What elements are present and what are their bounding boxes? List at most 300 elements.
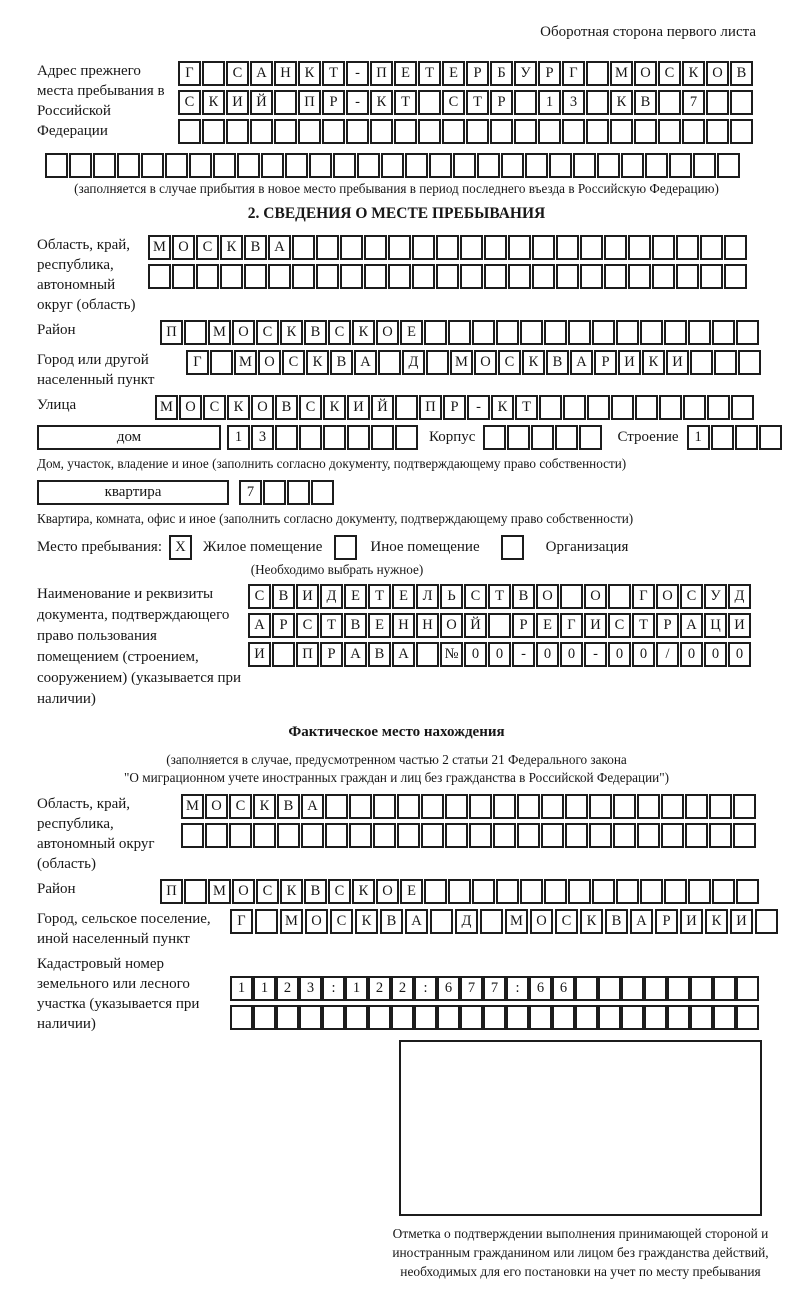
char-cell xyxy=(263,480,286,505)
char-cells-row xyxy=(148,235,748,260)
char-cell: 3 xyxy=(251,425,274,450)
char-cell xyxy=(213,153,236,178)
char-cell: В xyxy=(244,235,267,260)
char-cell xyxy=(621,1005,644,1030)
char-cell xyxy=(592,879,615,904)
char-cell xyxy=(608,584,631,609)
char-cell: / xyxy=(656,642,679,667)
char-cell xyxy=(755,909,778,934)
ulitsa-label: Улица xyxy=(37,397,77,413)
char-cell: И xyxy=(584,613,607,638)
char-cell: С xyxy=(608,613,631,638)
char-cell: А xyxy=(354,350,377,375)
char-cell xyxy=(453,153,476,178)
char-cell: Г xyxy=(230,909,253,934)
gorod-label: Город или другой населенный пункт xyxy=(37,352,155,388)
char-cell: Т xyxy=(418,61,441,86)
char-cell xyxy=(381,153,404,178)
char-cell xyxy=(532,264,555,289)
char-cell: 1 xyxy=(687,425,710,450)
char-cells-row xyxy=(248,613,752,638)
char-cell: Г xyxy=(562,61,585,86)
char-cell: С xyxy=(196,235,219,260)
char-cell: О xyxy=(305,909,328,934)
char-cell xyxy=(683,395,706,420)
char-cell: Й xyxy=(250,90,273,115)
char-cell xyxy=(580,235,603,260)
char-cell xyxy=(93,153,116,178)
char-cell xyxy=(274,119,297,144)
char-cell xyxy=(426,350,449,375)
char-cell xyxy=(184,320,207,345)
char-cells-row xyxy=(186,350,762,375)
char-cell xyxy=(531,425,554,450)
char-cell: 1 xyxy=(345,976,368,1001)
section2-title: 2. СВЕДЕНИЯ О МЕСТЕ ПРЕБЫВАНИЯ xyxy=(247,205,546,222)
char-cell xyxy=(759,425,782,450)
char-cell: Н xyxy=(392,613,415,638)
char-cell xyxy=(667,1005,690,1030)
char-cell: Т xyxy=(368,584,391,609)
char-cell xyxy=(325,794,348,819)
char-cell: К xyxy=(682,61,705,86)
char-cell xyxy=(323,425,346,450)
kvartira-row xyxy=(37,480,756,505)
char-cell: И xyxy=(347,395,370,420)
char-cell: № xyxy=(440,642,463,667)
char-cell xyxy=(421,823,444,848)
factual-oblast-cells xyxy=(181,794,757,852)
char-cell: Р xyxy=(538,61,561,86)
char-cell: С xyxy=(555,909,578,934)
char-cell xyxy=(706,119,729,144)
char-cell xyxy=(483,1005,506,1030)
char-cell xyxy=(568,879,591,904)
dom-row xyxy=(37,425,756,450)
char-cell: П xyxy=(160,879,183,904)
char-cell xyxy=(736,320,759,345)
char-cell: Р xyxy=(466,61,489,86)
char-cell: К xyxy=(227,395,250,420)
prev-address-overflow-cells-row xyxy=(45,153,756,178)
char-cell xyxy=(685,823,708,848)
dom-cells-row xyxy=(227,425,419,450)
factual-note-line1: (заполняется в случае, предусмотренном частью 2 статьи 21 Федерального закона xyxy=(166,752,627,767)
char-cell: М xyxy=(450,350,473,375)
char-cell xyxy=(412,264,435,289)
char-cell xyxy=(117,153,140,178)
char-cell xyxy=(184,879,207,904)
char-cell xyxy=(592,320,615,345)
char-cell xyxy=(664,320,687,345)
char-cell: П xyxy=(296,642,319,667)
char-cell: А xyxy=(392,642,415,667)
char-cell xyxy=(322,1005,345,1030)
char-cell xyxy=(395,395,418,420)
char-cell xyxy=(508,235,531,260)
char-cell: Т xyxy=(632,613,655,638)
char-cell xyxy=(713,976,736,1001)
char-cell xyxy=(347,425,370,450)
char-cell xyxy=(484,235,507,260)
factual-gorod-row xyxy=(37,909,756,949)
factual-title: Фактическое место нахождения xyxy=(288,724,505,740)
char-cell xyxy=(418,119,441,144)
char-cell xyxy=(250,119,273,144)
char-cell xyxy=(340,264,363,289)
char-cell xyxy=(268,264,291,289)
char-cell: 6 xyxy=(437,976,460,1001)
char-cell xyxy=(45,153,68,178)
char-cell xyxy=(589,823,612,848)
char-cell: М xyxy=(280,909,303,934)
char-cell: В xyxy=(380,909,403,934)
char-cell: Д xyxy=(455,909,478,934)
char-cell xyxy=(299,425,322,450)
char-cell xyxy=(634,119,657,144)
char-cell: О xyxy=(251,395,274,420)
char-cell: М xyxy=(505,909,528,934)
char-cell: М xyxy=(234,350,257,375)
char-cell xyxy=(724,235,747,260)
char-cell xyxy=(460,235,483,260)
char-cell xyxy=(556,264,579,289)
char-cell xyxy=(682,119,705,144)
char-cell: Е xyxy=(400,879,423,904)
checkbox-organizatsiya xyxy=(501,535,524,560)
char-cell xyxy=(711,425,734,450)
factual-oblast-label: Область, край, республика, автономный округ (область) xyxy=(37,796,155,872)
prev-address-row xyxy=(37,61,756,148)
char-cell xyxy=(616,320,639,345)
char-cell xyxy=(189,153,212,178)
char-cell xyxy=(349,823,372,848)
char-cell: С xyxy=(229,794,252,819)
char-cell xyxy=(635,395,658,420)
char-cell xyxy=(736,879,759,904)
kvartira-box: квартира xyxy=(37,480,229,505)
char-cell xyxy=(637,823,660,848)
char-cell: К xyxy=(352,879,375,904)
char-cell xyxy=(469,794,492,819)
char-cell: 0 xyxy=(680,642,703,667)
char-cell: О xyxy=(205,794,228,819)
char-cell: Г xyxy=(632,584,655,609)
char-cell xyxy=(693,153,716,178)
char-cell xyxy=(712,320,735,345)
char-cell: Е xyxy=(394,61,417,86)
char-cell: В xyxy=(272,584,295,609)
char-cell: 0 xyxy=(536,642,559,667)
char-cell xyxy=(230,1005,253,1030)
char-cell xyxy=(525,153,548,178)
char-cell: П xyxy=(298,90,321,115)
char-cell xyxy=(538,119,561,144)
char-cell xyxy=(292,264,315,289)
char-cell xyxy=(644,976,667,1001)
char-cell xyxy=(738,350,761,375)
gorod-row xyxy=(37,350,756,390)
char-cell: О xyxy=(376,879,399,904)
prev-address-cells xyxy=(178,61,754,148)
option-inoe-label: Иное помещение xyxy=(370,539,480,555)
char-cell xyxy=(442,119,465,144)
char-cell: К xyxy=(323,395,346,420)
char-cell: С xyxy=(442,90,465,115)
char-cells-row xyxy=(160,320,760,345)
char-cell: Р xyxy=(322,90,345,115)
ulitsa-row xyxy=(37,395,756,420)
char-cell xyxy=(733,794,756,819)
char-cell: С xyxy=(464,584,487,609)
char-cell: Р xyxy=(490,90,513,115)
char-cell xyxy=(556,235,579,260)
char-cell: С xyxy=(330,909,353,934)
char-cell xyxy=(520,320,543,345)
char-cell: П xyxy=(419,395,442,420)
char-cell xyxy=(658,90,681,115)
char-cell: 2 xyxy=(391,976,414,1001)
mesto-label: Место пребывания: xyxy=(37,539,162,555)
char-cell xyxy=(552,1005,575,1030)
char-cell: О xyxy=(474,350,497,375)
char-cell xyxy=(388,264,411,289)
char-cell: К xyxy=(642,350,665,375)
char-cell xyxy=(430,909,453,934)
char-cell xyxy=(226,119,249,144)
char-cell: Т xyxy=(394,90,417,115)
char-cell: С xyxy=(256,879,279,904)
char-cell xyxy=(298,119,321,144)
char-cell xyxy=(640,879,663,904)
char-cell: Д xyxy=(320,584,343,609)
char-cell: П xyxy=(370,61,393,86)
char-cell xyxy=(580,264,603,289)
char-cell: 7 xyxy=(460,976,483,1001)
char-cell xyxy=(565,794,588,819)
char-cell: С xyxy=(658,61,681,86)
dom-box: дом xyxy=(37,425,221,450)
char-cell: И xyxy=(728,613,751,638)
oblast-row xyxy=(37,235,756,315)
char-cell: В xyxy=(330,350,353,375)
char-cell xyxy=(483,425,506,450)
char-cell: Е xyxy=(368,613,391,638)
char-cell xyxy=(255,909,278,934)
char-cell xyxy=(676,264,699,289)
char-cell xyxy=(416,642,439,667)
char-cell: М xyxy=(208,320,231,345)
char-cell xyxy=(735,425,758,450)
char-cell xyxy=(539,395,562,420)
char-cell: 7 xyxy=(239,480,262,505)
char-cell: В xyxy=(275,395,298,420)
char-cell xyxy=(181,823,204,848)
char-cell: П xyxy=(160,320,183,345)
char-cell xyxy=(253,823,276,848)
char-cell xyxy=(274,90,297,115)
char-cell: В xyxy=(605,909,628,934)
char-cell: 1 xyxy=(538,90,561,115)
char-cells-row xyxy=(230,1005,759,1030)
char-cell: : xyxy=(322,976,345,1001)
char-cell: Г xyxy=(560,613,583,638)
char-cell: 1 xyxy=(227,425,250,450)
char-cell xyxy=(621,976,644,1001)
char-cell: О xyxy=(232,320,255,345)
char-cell: 7 xyxy=(483,976,506,1001)
char-cell: Р xyxy=(272,613,295,638)
char-cell xyxy=(532,235,555,260)
char-cell: Р xyxy=(512,613,535,638)
char-cell xyxy=(325,823,348,848)
char-cell xyxy=(477,153,500,178)
char-cells-row xyxy=(148,264,748,289)
char-cell: С xyxy=(282,350,305,375)
char-cell: С xyxy=(178,90,201,115)
char-cell: 6 xyxy=(552,976,575,1001)
char-cell xyxy=(69,153,92,178)
char-cell xyxy=(205,823,228,848)
char-cell: К xyxy=(705,909,728,934)
char-cells-row xyxy=(178,61,754,86)
char-cell xyxy=(575,976,598,1001)
char-cell xyxy=(688,879,711,904)
char-cell xyxy=(573,153,596,178)
char-cell: К xyxy=(352,320,375,345)
char-cell xyxy=(555,425,578,450)
char-cell xyxy=(640,320,663,345)
char-cell xyxy=(520,879,543,904)
char-cell xyxy=(587,395,610,420)
char-cell xyxy=(340,235,363,260)
char-cell xyxy=(676,235,699,260)
char-cell xyxy=(316,264,339,289)
char-cell xyxy=(178,119,201,144)
char-cell xyxy=(371,425,394,450)
char-cell: - xyxy=(346,90,369,115)
char-cell xyxy=(275,425,298,450)
kadastr-row xyxy=(37,954,756,1034)
char-cell: О xyxy=(634,61,657,86)
char-cell: В xyxy=(368,642,391,667)
char-cell: С xyxy=(248,584,271,609)
char-cell: Л xyxy=(416,584,439,609)
char-cell: Т xyxy=(488,584,511,609)
char-cell xyxy=(598,1005,621,1030)
char-cell xyxy=(736,976,759,1001)
char-cell: В xyxy=(730,61,753,86)
char-cell xyxy=(529,1005,552,1030)
char-cell xyxy=(429,153,452,178)
char-cell: И xyxy=(618,350,641,375)
char-cell: Н xyxy=(416,613,439,638)
char-cell: Е xyxy=(536,613,559,638)
char-cell xyxy=(172,264,195,289)
char-cell: В xyxy=(512,584,535,609)
char-cell: С xyxy=(299,395,322,420)
char-cell: Н xyxy=(274,61,297,86)
char-cell: 0 xyxy=(608,642,631,667)
char-cell xyxy=(445,794,468,819)
char-cell: 2 xyxy=(276,976,299,1001)
char-cell: Б xyxy=(490,61,513,86)
char-cells-row xyxy=(181,823,757,848)
char-cell: С xyxy=(226,61,249,86)
char-cell: О xyxy=(179,395,202,420)
char-cell xyxy=(488,613,511,638)
char-cell: У xyxy=(704,584,727,609)
char-cell: М xyxy=(181,794,204,819)
char-cell: Ц xyxy=(704,613,727,638)
char-cell: А xyxy=(630,909,653,934)
char-cell xyxy=(724,264,747,289)
char-cell xyxy=(562,119,585,144)
char-cell: К xyxy=(370,90,393,115)
char-cell xyxy=(309,153,332,178)
char-cell: Р xyxy=(320,642,343,667)
char-cell xyxy=(652,235,675,260)
char-cell: К xyxy=(522,350,545,375)
char-cell xyxy=(436,264,459,289)
char-cell xyxy=(610,119,633,144)
char-cell: И xyxy=(226,90,249,115)
char-cell xyxy=(285,153,308,178)
char-cell xyxy=(299,1005,322,1030)
char-cell: О xyxy=(376,320,399,345)
char-cell xyxy=(165,153,188,178)
char-cell: О xyxy=(440,613,463,638)
char-cell: Д xyxy=(402,350,425,375)
char-cell xyxy=(733,823,756,848)
char-cell: А xyxy=(250,61,273,86)
char-cell xyxy=(316,235,339,260)
char-cell: 1 xyxy=(253,976,276,1001)
char-cells-row xyxy=(248,584,752,609)
char-cell xyxy=(549,153,572,178)
char-cell: Е xyxy=(442,61,465,86)
char-cell xyxy=(589,794,612,819)
char-cell: М xyxy=(610,61,633,86)
char-cell xyxy=(541,794,564,819)
kvartira-cells-row xyxy=(239,480,335,505)
char-cell xyxy=(659,395,682,420)
char-cell xyxy=(731,395,754,420)
char-cell: Т xyxy=(515,395,538,420)
char-cell: И xyxy=(296,584,319,609)
char-cell xyxy=(628,264,651,289)
char-cell xyxy=(448,879,471,904)
char-cell xyxy=(460,264,483,289)
char-cell: И xyxy=(666,350,689,375)
char-cell xyxy=(202,61,225,86)
korpus-cells-row xyxy=(483,425,603,450)
char-cell xyxy=(690,976,713,1001)
char-cell xyxy=(490,119,513,144)
char-cell: 7 xyxy=(682,90,705,115)
char-cell xyxy=(311,480,334,505)
kadastr-cells xyxy=(230,976,759,1034)
char-cell: К xyxy=(280,879,303,904)
char-cell: К xyxy=(253,794,276,819)
char-cell xyxy=(541,823,564,848)
char-cell: О xyxy=(536,584,559,609)
char-cell xyxy=(685,794,708,819)
oblast-cells xyxy=(148,235,748,293)
char-cell xyxy=(700,235,723,260)
char-cell: В xyxy=(304,320,327,345)
char-cell xyxy=(373,794,396,819)
